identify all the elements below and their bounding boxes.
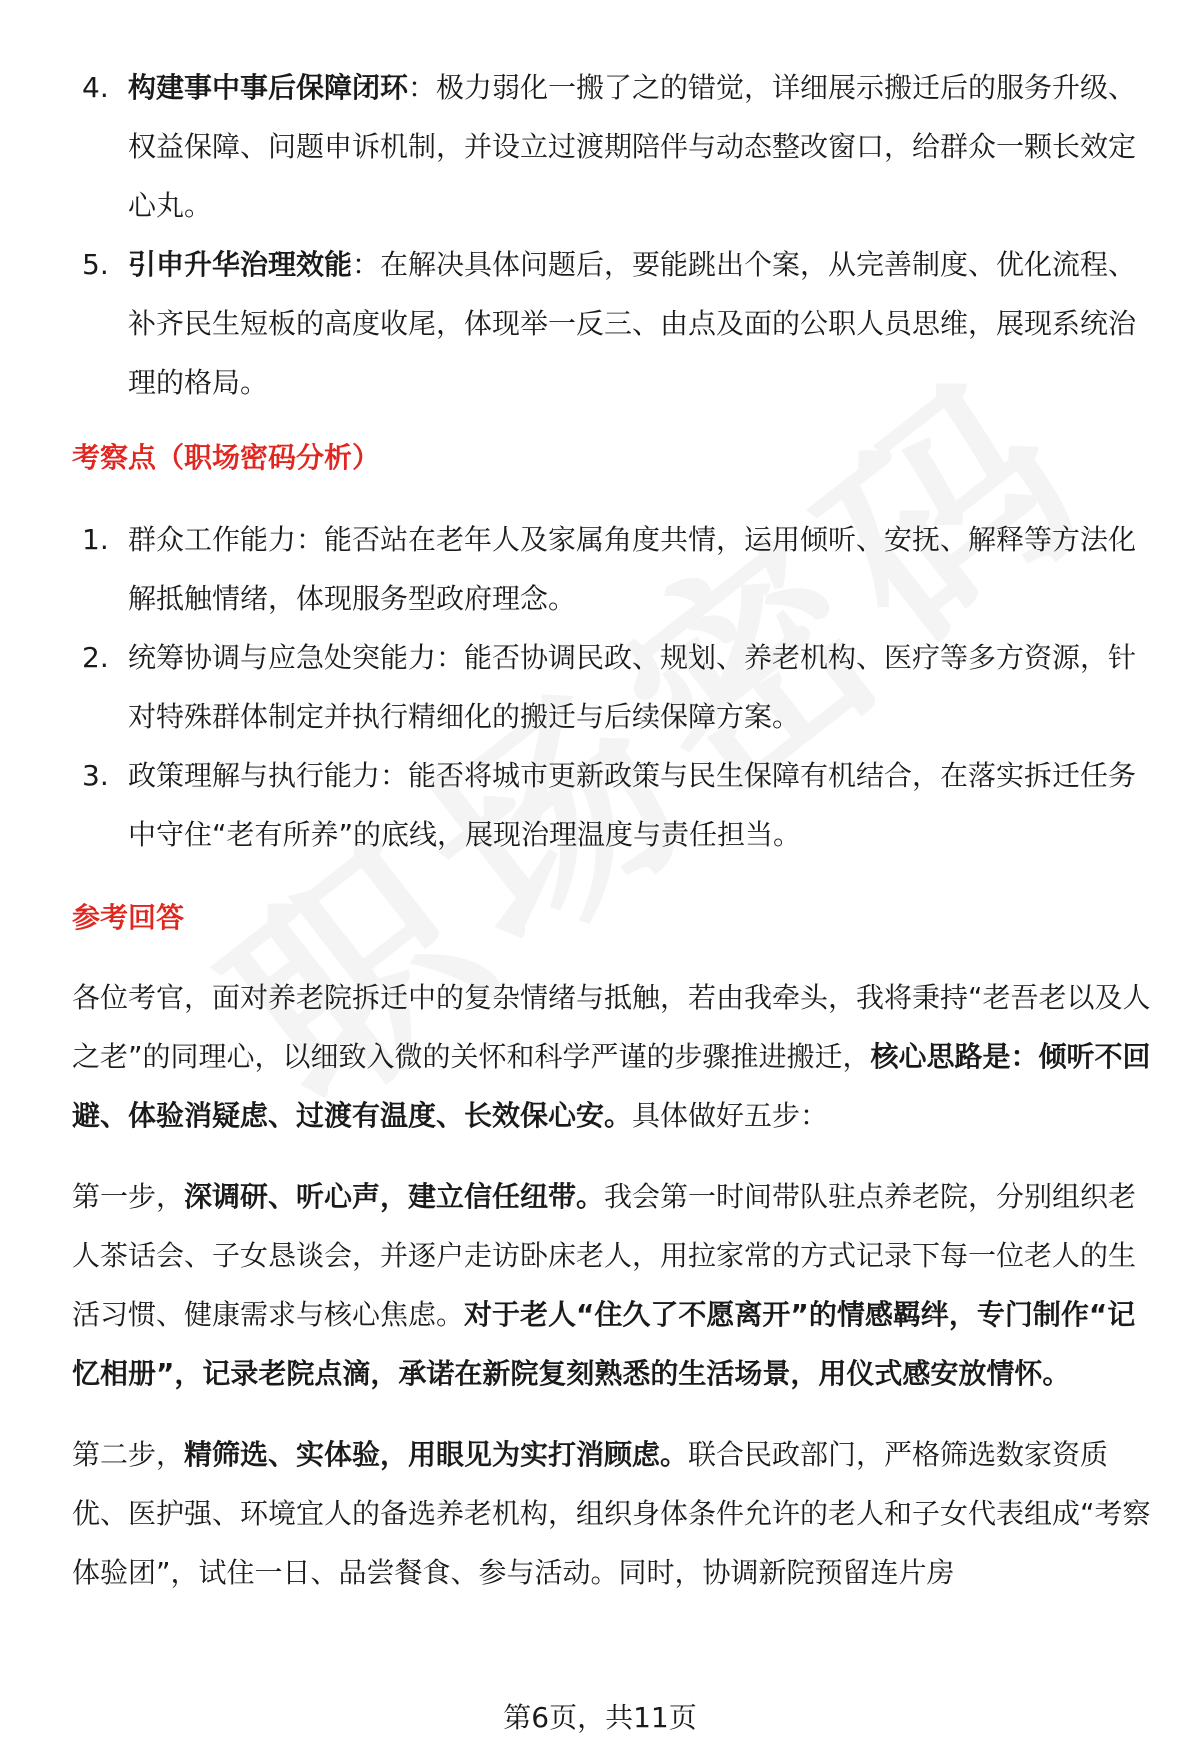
list-item <box>72 235 1152 412</box>
step-heading: 精筛选、实体验，用眼见为实打消顾虑。 <box>184 1438 689 1471</box>
list-item-text: 统筹协调与应急处突能力：能否协调民政、规划、养老机构、医疗等多方资源，针对特殊群体制定并执行精细化的搬迁与后续保障方案。 <box>128 641 1137 733</box>
list-number: 4. <box>82 71 109 104</box>
list-item <box>72 746 1152 864</box>
list-number: 2. <box>82 641 109 674</box>
list-item-heading: 引申升华治理效能 <box>128 248 353 281</box>
page-number-footer: 第6页，共11页 <box>503 1701 697 1734</box>
section-title-reference-answer: 参考回答 <box>72 901 185 934</box>
list-item-heading: 构建事中事后保障闭环 <box>128 71 409 104</box>
list-number: 3. <box>82 759 109 792</box>
intro-paragraph <box>72 968 1152 1145</box>
intro-text: 各位考官，面对养老院拆迁中的复杂情绪与抵触，若由我牵头，我将秉持“老吾老以及人之老”的同理心，以细致入微的关怀和科学严谨的步骤推进搬迁， <box>72 981 1151 1073</box>
step2-paragraph <box>72 1425 1152 1602</box>
list-item-text: ：在解决具体问题后，要能跳出个案，从完善制度、优化流程、补齐民生短板的高度收尾，体现举一反三、由点及面的公职人员思维，展现系统治理的格局。 <box>128 248 1137 399</box>
step-lead: 第一步， <box>72 1180 185 1213</box>
content <box>72 58 1152 1602</box>
intro-tail: 具体做好五步： <box>632 1099 829 1132</box>
list-item <box>72 510 1152 628</box>
step1-paragraph <box>72 1167 1152 1403</box>
list-item <box>72 628 1152 746</box>
step-lead: 第二步， <box>72 1438 185 1471</box>
step-heading: 深调研、听心声，建立信任纽带。 <box>184 1180 605 1213</box>
step-text: 我会第一时间带队驻点养老院，分别组织老人茶话会、子女恳谈会，并逐户走访卧床老人，用拉家常的方式记录下每一位老人的生活习惯、健康需求与核心焦虑。 <box>72 1180 1137 1331</box>
exam-points-list <box>72 510 1152 864</box>
intro-core-idea: 核心思路是：倾听不回避、体验消疑虑、过渡有温度、长效保心安。 <box>72 1040 1151 1132</box>
step-emphasis: 对于老人“住久了不愿离开”的情感羁绊，专门制作“记忆相册”，记录老院点滴，承诺在新院复刻熟悉的生活场景，用仪式感安放情怀。 <box>72 1298 1136 1390</box>
list-number: 5. <box>82 248 109 281</box>
list-item-text: 政策理解与执行能力：能否将城市更新政策与民生保障有机结合，在落实拆迁任务中守住“老有所养”的底线，展现治理温度与责任担当。 <box>128 759 1137 851</box>
section-title-exam-points: 考察点（职场密码分析） <box>72 441 381 474</box>
list-item-text: ：极力弱化一搬了之的错觉，详细展示搬迁后的服务升级、权益保障、问题申诉机制，并设立过渡期陪伴与动态整改窗口，给群众一颗长效定心丸。 <box>128 71 1137 222</box>
list-number: 1. <box>82 523 109 556</box>
step-text: 联合民政部门，严格筛选数家资质优、医护强、环境宜人的备选养老机构，组织身体条件允许的老人和子女代表组成“考察体验团”，试住一日、品尝餐食、参与活动。同时，协调新院预留连片房 <box>72 1438 1151 1589</box>
list-item-text: 群众工作能力：能否站在老年人及家属角度共情，运用倾听、安抚、解释等方法化解抵触情绪，体现服务型政府理念。 <box>128 523 1137 615</box>
list-item <box>72 58 1152 235</box>
